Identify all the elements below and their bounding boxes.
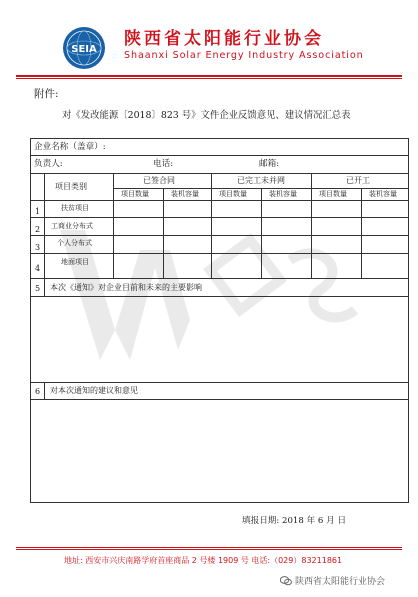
contact-person-label: 负责人: — [34, 159, 63, 169]
row-number: 1 — [35, 207, 41, 216]
row-line — [31, 217, 408, 218]
row-line — [31, 253, 408, 254]
row-line — [31, 382, 408, 383]
section-impact-label: 本次《通知》对企业目前和未来的主要影响 — [50, 283, 202, 292]
col-line — [361, 188, 362, 278]
row-line — [31, 235, 408, 236]
phone-label: 电话: — [153, 159, 174, 169]
association-logo — [62, 26, 106, 70]
col-line — [311, 173, 312, 278]
row-line — [31, 399, 408, 400]
sub-col-capacity: 装机容量 — [269, 190, 297, 198]
sub-col-project-count: 项目数量 — [121, 190, 149, 198]
col-line — [44, 382, 45, 399]
header-divider-thin — [16, 78, 402, 79]
row-label-poverty: 扶贫项目 — [61, 204, 89, 212]
row-line — [31, 155, 408, 156]
row-line — [31, 296, 408, 297]
row-number: 2 — [35, 225, 41, 234]
col-line — [211, 173, 212, 278]
sub-col-project-count: 项目数量 — [319, 190, 347, 198]
col-line — [163, 188, 164, 278]
row-line — [31, 173, 408, 174]
company-name-label: 企业名称（盖章）: — [34, 142, 106, 152]
category-header: 项目类别 — [55, 182, 87, 191]
org-name-cn: 陕西省太阳能行业协会 — [124, 29, 324, 49]
email-label: 邮箱: — [259, 159, 280, 169]
row-line — [31, 278, 408, 279]
group-header-started: 已开工 — [346, 176, 370, 185]
footer-divider — [16, 547, 402, 548]
wechat-icon — [280, 576, 292, 586]
col-line — [261, 188, 262, 278]
document-title: 对《发改能源〔2018〕823 号》文件企业反馈意见、建议情况汇总表 — [62, 110, 351, 121]
row-line — [31, 200, 408, 201]
row-number: 5 — [35, 284, 41, 293]
org-name-en: Shaanxi Solar Energy Industry Association — [124, 50, 364, 61]
section-suggestions-label: 对本次通知的建议和意见 — [50, 386, 138, 395]
footer-address: 地址: 西安市兴庆南路学府首座商品 2 号楼 1909 号 电话:（029）83211861 — [64, 556, 343, 565]
col-line — [44, 173, 45, 278]
footer-divider-thin — [16, 549, 402, 550]
fill-date: 填报日期: 2018 年 6 月 日 — [242, 516, 347, 526]
row-number: 3 — [35, 243, 41, 252]
wechat-account-name: 陕西省太阳能行业协会 — [295, 577, 386, 587]
wechat-account — [280, 574, 385, 587]
row-number: 4 — [35, 264, 41, 273]
sub-col-project-count: 项目数量 — [219, 190, 247, 198]
col-line — [113, 173, 114, 278]
group-header-completed: 已完工未并网 — [237, 176, 285, 185]
feedback-form-table — [30, 138, 409, 503]
header-divider — [16, 75, 402, 77]
row-number: 6 — [35, 387, 41, 396]
attachment-label: 附件: — [34, 88, 59, 100]
col-line — [44, 278, 45, 296]
row-label-residential: 个人分布式 — [57, 239, 92, 247]
row-label-commercial: 工商业分布式 — [51, 222, 93, 230]
sub-col-capacity: 装机容量 — [369, 190, 397, 198]
svg-text:SEIA: SEIA — [71, 44, 97, 55]
group-header-signed: 已签合同 — [143, 176, 175, 185]
row-label-ground: 地面项目 — [61, 258, 89, 266]
sub-col-capacity: 装机容量 — [171, 190, 199, 198]
